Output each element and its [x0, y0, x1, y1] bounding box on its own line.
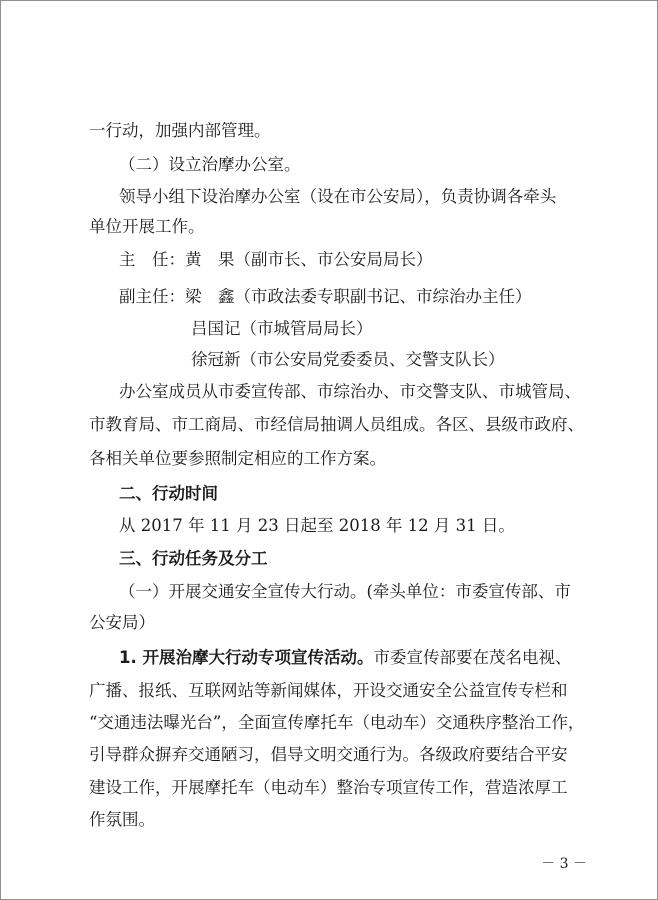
body-line: 公安局）: [89, 613, 155, 632]
section-heading: 三、行动任务及分工: [119, 549, 268, 568]
body-line: 单位开展工作。: [89, 217, 205, 236]
body-line: 办公室成员从市委宣传部、市综治办、市交警支队、市城管局、: [119, 382, 581, 401]
body-line: “交通违法曝光台”，全面宣传摩托车（电动车）交通秩序整治工作，: [89, 713, 585, 732]
deputy-director-line: 副主任：梁 鑫（市政法委专职副书记、市综治办主任）: [119, 287, 532, 306]
deputy-director-line: 吕国记（市城管局局长）: [191, 319, 373, 338]
task-text: 市委宣传部要在茂名电视、: [373, 648, 572, 667]
body-line: 一行动，加强内部管理。: [89, 121, 271, 140]
body-line: 广播、报纸、互联网站等新闻媒体，开设交通安全公益宣传专栏和: [89, 681, 568, 700]
body-line: 作氛围。: [89, 810, 155, 829]
body-line: 各相关单位要参照制定相应的工作方案。: [89, 449, 386, 468]
subsection-heading: （一）开展交通安全宣传大行动。(牵头单位：市委宣传部、市: [119, 582, 571, 601]
body-line: 引导群众摒弃交通陋习，倡导文明交通行为。各级政府要结合平安: [89, 745, 568, 764]
deputy-director-line: 徐冠新（市公安局党委委员、交警支队长）: [191, 350, 505, 369]
body-line: [119, 646, 572, 670]
office-director-line: 主 任：黄 果（副市长、市公安局局长）: [119, 250, 433, 269]
body-line: 领导小组下设治摩办公室（设在市公安局），负责协调各牵头: [119, 187, 557, 206]
page-number: － 3 －: [541, 856, 587, 872]
task-heading: 1. 开展治摩大行动专项宣传活动。: [119, 648, 374, 667]
section-heading: 二、行动时间: [119, 484, 218, 503]
body-line: 从 2017 年 11 月 23 日起至 2018 年 12 月 31 日。: [119, 516, 515, 535]
subsection-heading: （二）设立治摩办公室。: [119, 155, 301, 174]
body-line: 市教育局、市工商局、市经信局抽调人员组成。各区、县级市政府、: [89, 415, 584, 434]
body-line: 建设工作，开展摩托车（电动车）整治专项宣传工作，营造浓厚工: [89, 778, 568, 797]
